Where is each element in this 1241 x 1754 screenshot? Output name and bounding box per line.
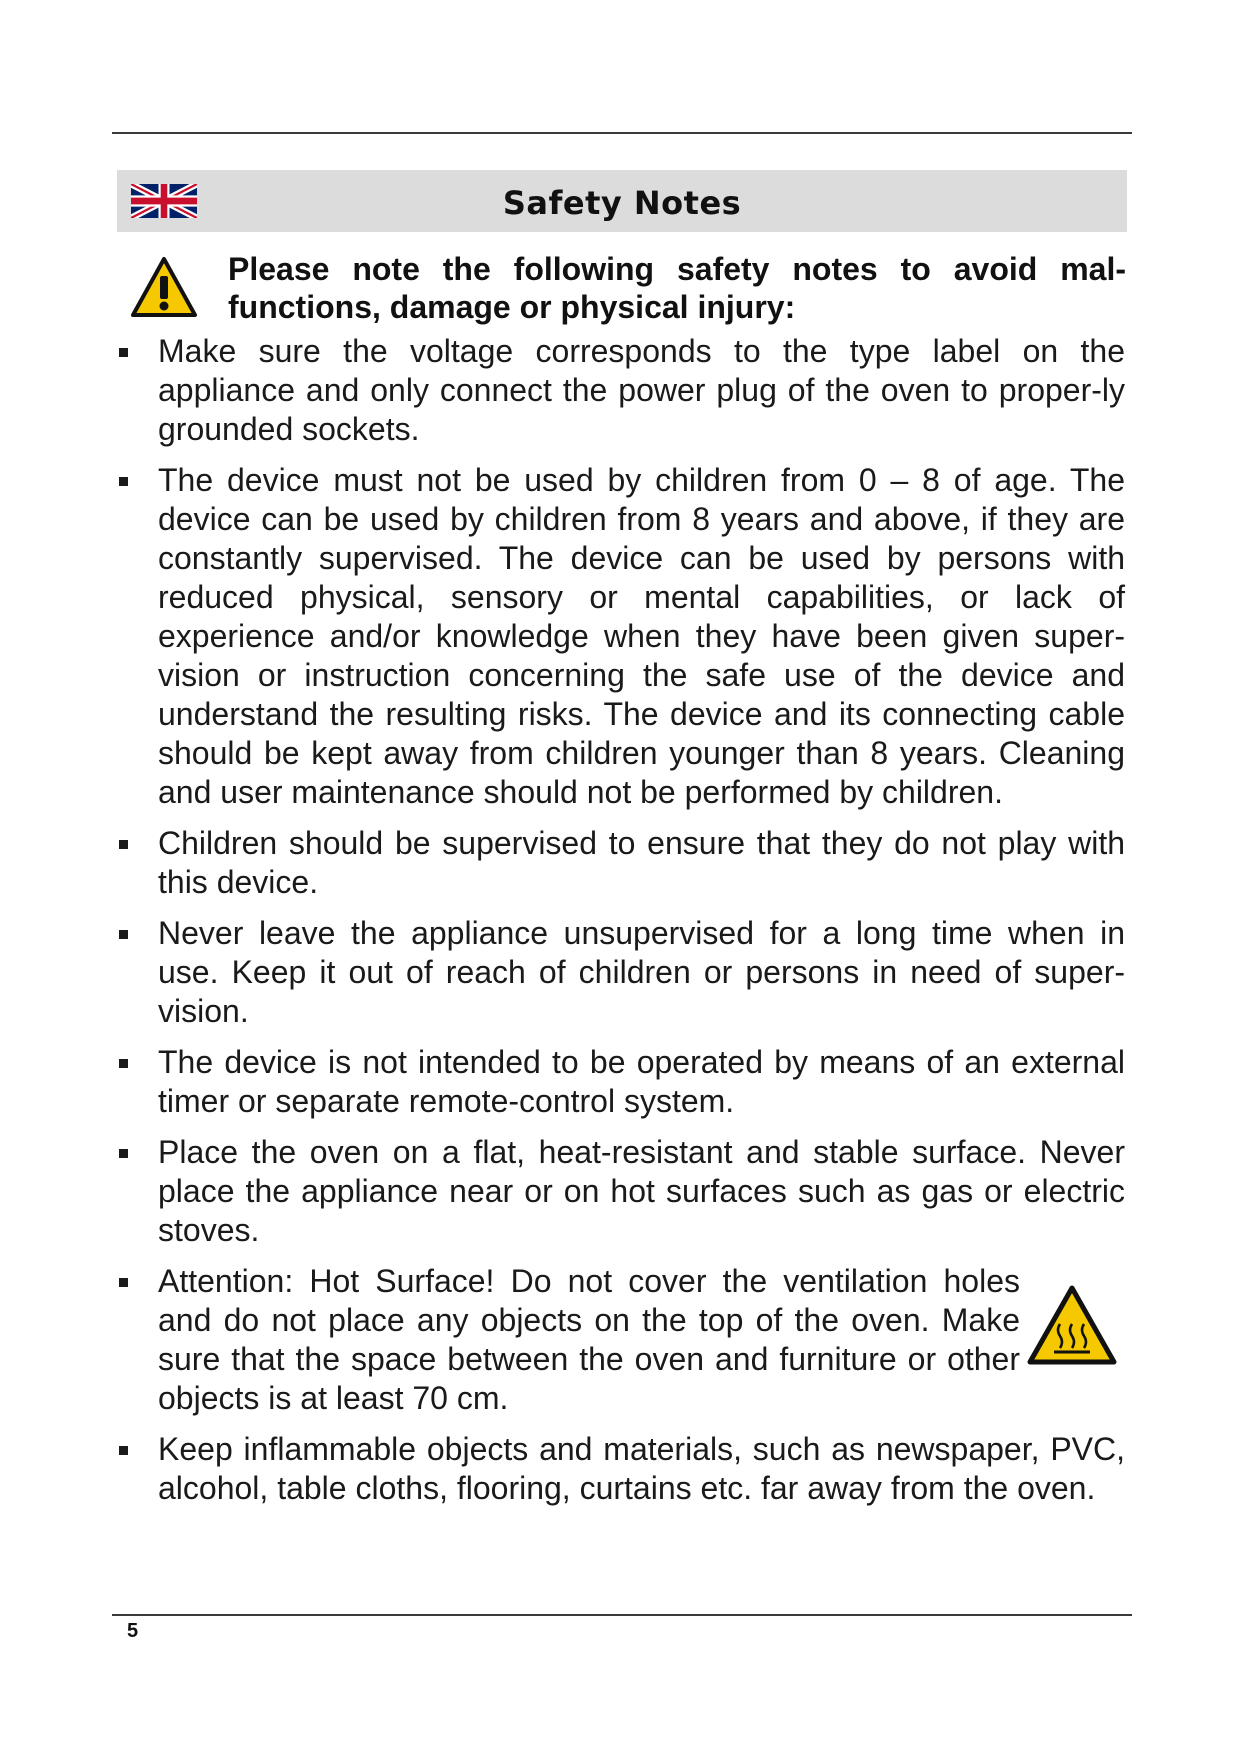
bottom-rule [112, 1614, 1132, 1616]
safety-note-text: Make sure the voltage corresponds to the type label on the appliance and only connect the power plug of the oven to proper-ly grounded sockets. [158, 333, 1125, 447]
safety-intro: Please note the following safety notes to avoid mal-functions, damage or physical injury: [228, 251, 1126, 325]
safety-note [115, 1262, 1130, 1418]
safety-note [115, 332, 1130, 449]
bullet-icon [119, 477, 128, 486]
page-title: Safety Notes [502, 184, 742, 222]
safety-note [115, 914, 1130, 1031]
safety-note [115, 824, 1130, 902]
safety-note-text: Attention: Hot Surface! Do not cover the ventilation holes and do not place any objects on the top of the oven. Make sure that the space between the oven and furniture or other objects is at least 70 cm. [158, 1263, 1020, 1416]
safety-note [115, 1430, 1130, 1508]
safety-note [115, 461, 1130, 812]
bullet-icon [119, 348, 128, 357]
warning-triangle-icon [130, 256, 198, 318]
safety-note-text: Children should be supervised to ensure that they do not play with this device. [158, 825, 1125, 900]
safety-note [115, 1133, 1130, 1250]
safety-note-text: Keep inflammable objects and materials, such as newspaper, PVC, alcohol, table cloths, flooring, curtains etc. far away from the oven. [158, 1431, 1125, 1506]
safety-notes-list [115, 332, 1130, 1520]
safety-note-text: Place the oven on a flat, heat-resistant and stable surface. Never place the appliance near or on hot surfaces such as gas or electric stoves. [158, 1134, 1125, 1248]
bullet-icon [119, 1149, 128, 1158]
bullet-icon [119, 840, 128, 849]
top-rule [112, 132, 1132, 134]
hot-surface-warning-icon [1026, 1284, 1118, 1366]
bullet-icon [119, 1446, 128, 1455]
bullet-icon [119, 1059, 128, 1068]
safety-note-text: The device must not be used by children from 0 – 8 of age. The device can be used by children from 8 years and above, if they are constantly supervised. The device can be used by persons with reduced physical, sensory or mental capabilities, or lack of experience and/or knowledge when they have been given super-vision or instruction concerning the safe use of the device and understand the resulting risks. The device and its connecting cable should be kept away from children younger than 8 years. Cleaning and user maintenance should not be performed by children. [158, 462, 1125, 810]
safety-note [115, 1043, 1130, 1121]
page-number: 5 [127, 1620, 139, 1642]
bullet-icon [119, 1278, 128, 1287]
safety-note-text: Never leave the appliance unsupervised for a long time when in use. Keep it out of reach of children or persons in need of super-vision. [158, 915, 1125, 1029]
section-header [117, 170, 1127, 232]
bullet-icon [119, 930, 128, 939]
safety-note-text: The device is not intended to be operated by means of an external timer or separate remote-control system. [158, 1044, 1125, 1119]
